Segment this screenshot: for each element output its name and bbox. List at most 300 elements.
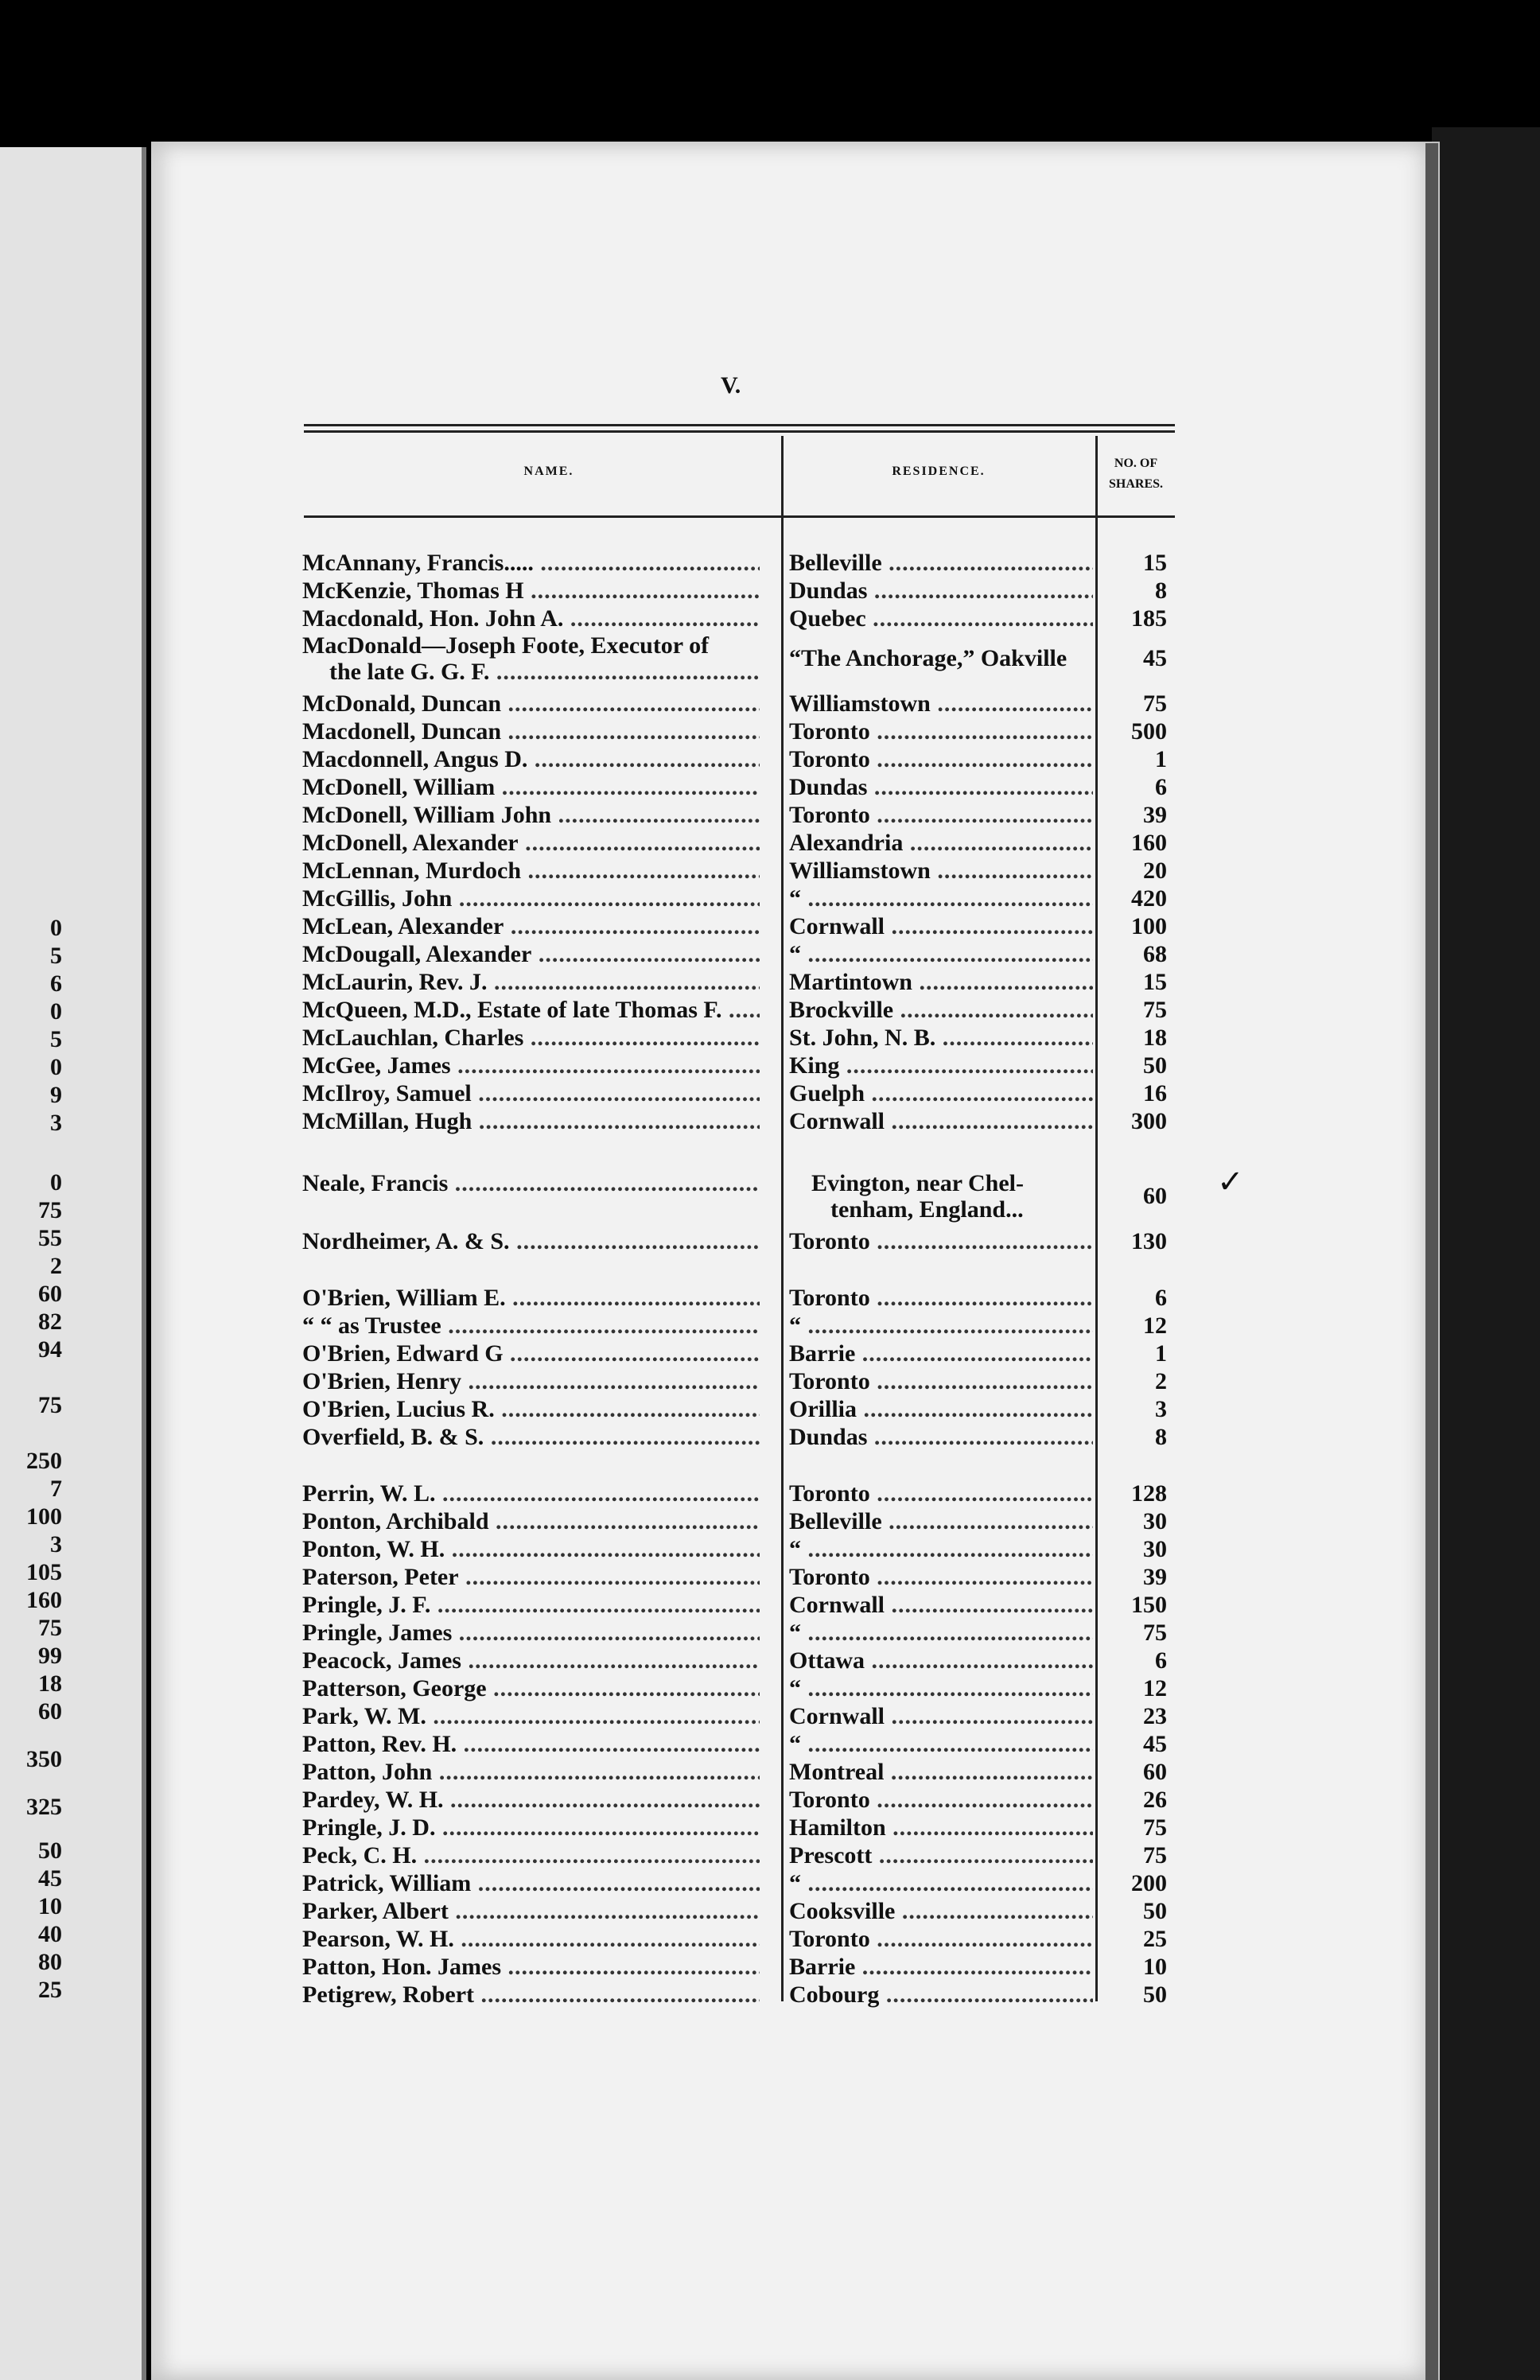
residence-text: “ ..... [789,940,1093,968]
residence [789,1841,1093,1869]
residence-text: “ ..... [789,1535,1093,1563]
facing-page-number: 80 [38,1949,62,1975]
share-count: 60 [1143,1759,1167,1785]
shareholder-name [302,885,760,912]
share-count: 150 [1131,1592,1167,1618]
shareholder-name [302,605,760,632]
page-number: V. [721,372,741,399]
share-count: 8 [1155,1424,1167,1450]
residence-text: King ..... [789,1052,1093,1079]
name-text: Patterson, George ..... [302,1674,760,1702]
shareholder-name [302,1284,760,1312]
table-row [302,632,1177,690]
name-text: “ “ as Trustee ..... [302,1312,760,1340]
name-text: McLennan, Murdoch ..... [302,857,760,885]
residence-text: Toronto ..... [789,1786,1093,1814]
name-text: O'Brien, William E. ..... [302,1284,760,1312]
table-row [302,1702,1177,1730]
facing-page-number: 100 [26,1503,62,1530]
residence-text: Toronto ..... [789,718,1093,745]
shareholder-name [302,1340,760,1367]
facing-page-number: 25 [38,1977,62,2003]
residence [789,577,1093,605]
table-row [302,745,1177,773]
table-row [302,940,1177,968]
name-text: Nordheimer, A. & S. ..... [302,1227,760,1255]
facing-page-number: 5 [50,943,62,969]
residence [789,1423,1093,1451]
residence-text: Belleville ..... [789,549,1093,577]
shareholder-name [302,1395,760,1423]
share-count: 68 [1143,941,1167,967]
share-count: 75 [1143,1620,1167,1646]
table-row [302,1395,1177,1423]
shareholder-name [302,1619,760,1647]
residence [789,1079,1093,1107]
table-row [302,1925,1177,1953]
residence [789,1869,1093,1897]
residence [789,1227,1093,1255]
residence-text: Martintown ..... [789,968,1093,996]
shareholder-name [302,1107,760,1135]
shareholder-name [302,1786,760,1814]
share-count: 39 [1143,1564,1167,1590]
shareholder-name [302,1052,760,1079]
residence [789,1284,1093,1312]
residence-text: “ ..... [789,1730,1093,1758]
table-row [302,1841,1177,1869]
share-count: 26 [1143,1787,1167,1813]
facing-page-number: 10 [38,1893,62,1919]
shareholder-name [302,1079,760,1107]
table-row [302,1758,1177,1786]
residence [789,1312,1093,1340]
facing-page-number: 9 [50,1082,62,1108]
residence [789,1981,1093,2009]
share-count: 75 [1143,1842,1167,1869]
group-spacer [302,1451,1177,1480]
shareholder-name [302,690,760,718]
residence-text: Cooksville ..... [789,1897,1093,1925]
shareholder-name [302,1925,760,1953]
shareholder-name [302,1024,760,1052]
residence-text: Cornwall ..... [789,1702,1093,1730]
table-row [302,1507,1177,1535]
residence-text: Toronto ..... [789,1367,1093,1395]
shareholder-name [302,549,760,577]
residence [789,690,1093,718]
table-row [302,801,1177,829]
top-double-rule-second [304,430,1175,433]
share-count: 15 [1143,550,1167,576]
shareholder-name [302,1897,760,1925]
residence-text: “ ..... [789,885,1093,912]
table-row [302,1897,1177,1925]
table-row [302,1647,1177,1674]
shareholder-name [302,940,760,968]
shareholder-name [302,1170,760,1196]
residence-text: Toronto ..... [789,1480,1093,1507]
shareholder-name [302,745,760,773]
shareholder-name [302,632,760,685]
name-text: Park, W. M. ..... [302,1702,760,1730]
residence [789,1480,1093,1507]
residence [789,1786,1093,1814]
share-count: 420 [1131,885,1167,912]
table-row [302,1052,1177,1079]
top-double-rule [304,424,1175,426]
share-count: 23 [1143,1703,1167,1729]
share-count: 160 [1131,830,1167,856]
residence-text: Guelph ..... [789,1079,1093,1107]
shareholder-name [302,1814,760,1841]
residence-text: Toronto ..... [789,1563,1093,1591]
table-row [302,857,1177,885]
share-count: 12 [1143,1312,1167,1339]
residence-text: Barrie ..... [789,1340,1093,1367]
table-row [302,773,1177,801]
facing-page-number: 82 [38,1309,62,1335]
name-text: Macdonald, Hon. John A. ..... [302,605,760,632]
residence-text: Ottawa ..... [789,1647,1093,1674]
residence-text: “ ..... [789,1619,1093,1647]
name-text: O'Brien, Lucius R. ..... [302,1395,760,1423]
name-text: Pringle, James ..... [302,1619,760,1647]
table-row [302,1814,1177,1841]
share-count: 100 [1131,913,1167,939]
column-header-shares-line1: NO. OF [1114,457,1158,470]
share-count: 8 [1155,578,1167,604]
name-text: Pardey, W. H. ..... [302,1786,760,1814]
shareholder-name [302,1367,760,1395]
shareholder-name [302,857,760,885]
residence-text: Toronto ..... [789,745,1093,773]
name-text: Pringle, J. F. ..... [302,1591,760,1619]
residence-text: Williamstown ..... [789,690,1093,718]
table-row [302,605,1177,632]
table-row [302,829,1177,857]
facing-page-number: 40 [38,1921,62,1947]
residence [789,1702,1093,1730]
residence-text: Dundas ..... [789,773,1093,801]
column-header-shares-line2: SHARES. [1108,477,1164,491]
shareholder-name [302,829,760,857]
share-count: 6 [1155,774,1167,800]
facing-page-number: 45 [38,1865,62,1892]
residence-text: Hamilton ..... [789,1814,1093,1841]
facing-page-number: 105 [26,1559,62,1585]
residence [789,1647,1093,1674]
facing-page-number: 325 [26,1794,62,1820]
facing-page-number: 75 [38,1392,62,1418]
shareholder-name [302,1841,760,1869]
name-text: Ponton, Archibald ..... [302,1507,760,1535]
table-row [302,1340,1177,1367]
shareholder-name [302,1591,760,1619]
residence [789,1170,1093,1223]
residence-text: “The Anchorage,” Oakville [789,645,1068,671]
share-count: 1 [1155,1340,1167,1367]
facing-page-number: 0 [50,998,62,1025]
shareholder-name [302,996,760,1024]
table-row [302,912,1177,940]
facing-page-number: 0 [50,915,62,941]
facing-page-number: 7 [50,1476,62,1502]
share-count: 128 [1131,1480,1167,1507]
residence [789,718,1093,745]
residence-text: Cobourg ..... [789,1981,1093,2009]
name-text: McMillan, Hugh ..... [302,1107,760,1135]
name-text: McDonald, Duncan ..... [302,690,760,718]
shareholder-name [302,718,760,745]
shareholder-name [302,1423,760,1451]
residence-text: Quebec ..... [789,605,1093,632]
shareholder-name [302,801,760,829]
residence-text: St. John, N. B. ..... [789,1024,1093,1052]
shareholder-name [302,1563,760,1591]
facing-page-number: 50 [38,1838,62,1864]
share-count: 130 [1131,1228,1167,1254]
table-row [302,996,1177,1024]
name-text: McQueen, M.D., Estate of late Thomas F. ..... [302,996,760,1024]
share-count: 15 [1143,969,1167,995]
facing-page-number: 94 [38,1336,62,1363]
share-count: 50 [1143,1898,1167,1924]
residence-text: Cornwall ..... [789,1107,1093,1135]
name-text: Patton, Rev. H. ..... [302,1730,760,1758]
facing-page-number: 3 [50,1531,62,1558]
residence [789,1107,1093,1135]
share-count: 10 [1143,1954,1167,1980]
shareholder-name [302,1981,760,2009]
name-text: McAnnany, Francis..... ..... [302,549,760,577]
shareholder-name [302,1758,760,1786]
shareholder-name [302,1312,760,1340]
residence-text: Dundas ..... [789,1423,1093,1451]
share-count: 12 [1143,1675,1167,1701]
name-text: Patrick, William ..... [302,1869,760,1897]
shareholder-name [302,1702,760,1730]
share-count: 500 [1131,718,1167,745]
name-text: O'Brien, Henry ..... [302,1367,760,1395]
residence [789,605,1093,632]
name-text: McKenzie, Thomas H ..... [302,577,760,605]
facing-page-number: 60 [38,1698,62,1725]
residence [789,912,1093,940]
share-count: 20 [1143,858,1167,884]
book-spine [1432,127,1540,2380]
residence [789,1024,1093,1052]
name-text: McLauchlan, Charles ..... [302,1024,760,1052]
share-count: 200 [1131,1870,1167,1896]
share-count: 300 [1131,1108,1167,1134]
name-text: McDonell, William John ..... [302,801,760,829]
table-row [302,1480,1177,1507]
table-row [302,1079,1177,1107]
name-text: McIlroy, Samuel ..... [302,1079,760,1107]
facing-page-number: 75 [38,1197,62,1223]
residence [789,829,1093,857]
column-header-residence: RESIDENCE. [892,465,986,478]
share-count: 25 [1143,1926,1167,1952]
shareholder-name [302,1730,760,1758]
table-row [302,968,1177,996]
residence-text: Orillia ..... [789,1395,1093,1423]
residence [789,1619,1093,1647]
column-header-name: NAME. [523,465,574,478]
residence [789,1367,1093,1395]
facing-page-number: 60 [38,1281,62,1307]
residence-text: Cornwall ..... [789,912,1093,940]
share-count: 18 [1143,1025,1167,1051]
shareholder-name [302,1953,760,1981]
name-text-continued: the late G. G. F. ..... [302,659,760,685]
residence [789,885,1093,912]
facing-page-number: 6 [50,970,62,997]
residence [789,632,1093,671]
residence [789,1507,1093,1535]
residence [789,1340,1093,1367]
shareholder-name [302,1535,760,1563]
table-row [302,1981,1177,2009]
name-text: Patton, John ..... [302,1758,760,1786]
name-text: Peck, C. H. ..... [302,1841,760,1869]
residence-text: Brockville ..... [789,996,1093,1024]
table-row [302,1024,1177,1052]
name-text: McDonell, William ..... [302,773,760,801]
share-count: 2 [1155,1368,1167,1394]
facing-page-number: 2 [50,1253,62,1279]
residence-text-continued: tenham, England... [830,1196,1024,1223]
table-row [302,1674,1177,1702]
table-row [302,549,1177,577]
name-text: Patton, Hon. James ..... [302,1953,760,1981]
facing-page-number: 0 [50,1054,62,1080]
residence [789,857,1093,885]
residence-text: Evington, near Chel- [811,1170,1024,1196]
share-count: 75 [1143,1814,1167,1841]
residence-text: Prescott ..... [789,1841,1093,1869]
residence-text: Barrie ..... [789,1953,1093,1981]
residence [789,1758,1093,1786]
residence-text: Montreal ..... [789,1758,1093,1786]
name-text: Paterson, Peter ..... [302,1563,760,1591]
page-edge [1425,143,1438,2380]
group-spacer [302,1255,1177,1284]
name-text: McGee, James ..... [302,1052,760,1079]
facing-page-number: 99 [38,1643,62,1669]
margin-checkmark: ✓ [1217,1164,1244,1200]
share-count: 3 [1155,1396,1167,1422]
residence [789,549,1093,577]
name-text: Pearson, W. H. ..... [302,1925,760,1953]
residence [789,1674,1093,1702]
residence [789,1591,1093,1619]
residence-text: Dundas ..... [789,577,1093,605]
shareholder-table [302,549,1177,2009]
shareholder-name [302,1674,760,1702]
residence-text: Toronto ..... [789,801,1093,829]
name-text: Overfield, B. & S. ..... [302,1423,760,1451]
facing-page-number: 5 [50,1026,62,1052]
share-count: 45 [1143,645,1167,671]
name-text: McDougall, Alexander ..... [302,940,760,968]
residence-text: “ ..... [789,1312,1093,1340]
residence [789,968,1093,996]
table-row [302,1869,1177,1897]
share-count: 16 [1143,1080,1167,1106]
name-text: McGillis, John ..... [302,885,760,912]
residence [789,1730,1093,1758]
shareholder-name [302,968,760,996]
facing-page-number: 18 [38,1670,62,1697]
name-text: Macdonnell, Angus D. ..... [302,745,760,773]
residence [789,940,1093,968]
share-count: 6 [1155,1647,1167,1674]
shareholder-name [302,1647,760,1674]
name-text: Petigrew, Robert ..... [302,1981,760,2009]
header-bottom-rule [304,515,1175,518]
share-count: 39 [1143,802,1167,828]
shareholder-name [302,1869,760,1897]
residence [789,1814,1093,1841]
shareholder-name [302,1227,760,1255]
facing-page-number: 55 [38,1225,62,1251]
share-count: 6 [1155,1285,1167,1311]
name-text: Macdonell, Duncan ..... [302,718,760,745]
name-text: Ponton, W. H. ..... [302,1535,760,1563]
share-count: 50 [1143,1981,1167,2008]
residence-text: Toronto ..... [789,1227,1093,1255]
facing-page-number: 75 [38,1615,62,1641]
residence [789,1535,1093,1563]
name-text: Parker, Albert ..... [302,1897,760,1925]
table-row [302,1367,1177,1395]
residence [789,1897,1093,1925]
left-facing-page [0,147,146,2380]
residence [789,745,1093,773]
residence [789,1563,1093,1591]
facing-page-number: 0 [50,1169,62,1196]
residence-text: Alexandria ..... [789,829,1093,857]
table-row [302,1312,1177,1340]
residence-text: Toronto ..... [789,1925,1093,1953]
share-count: 60 [1143,1183,1167,1209]
name-text: McLaurin, Rev. J. ..... [302,968,760,996]
name-text: McLean, Alexander ..... [302,912,760,940]
residence-text: “ ..... [789,1869,1093,1897]
table-row [302,1170,1177,1227]
table-row [302,1953,1177,1981]
share-count: 1 [1155,746,1167,772]
residence [789,773,1093,801]
table-row [302,718,1177,745]
share-count: 30 [1143,1508,1167,1534]
table-row [302,1563,1177,1591]
name-text: Neale, Francis ..... [302,1170,760,1196]
table-row [302,1423,1177,1451]
shareholder-name [302,773,760,801]
facing-page-number: 160 [26,1587,62,1613]
residence-text: Toronto ..... [789,1284,1093,1312]
residence [789,996,1093,1024]
shareholder-name [302,1480,760,1507]
table-row [302,885,1177,912]
residence [789,801,1093,829]
facing-page-number: 350 [26,1746,62,1772]
table-row [302,577,1177,605]
facing-page-number: 250 [26,1448,62,1474]
